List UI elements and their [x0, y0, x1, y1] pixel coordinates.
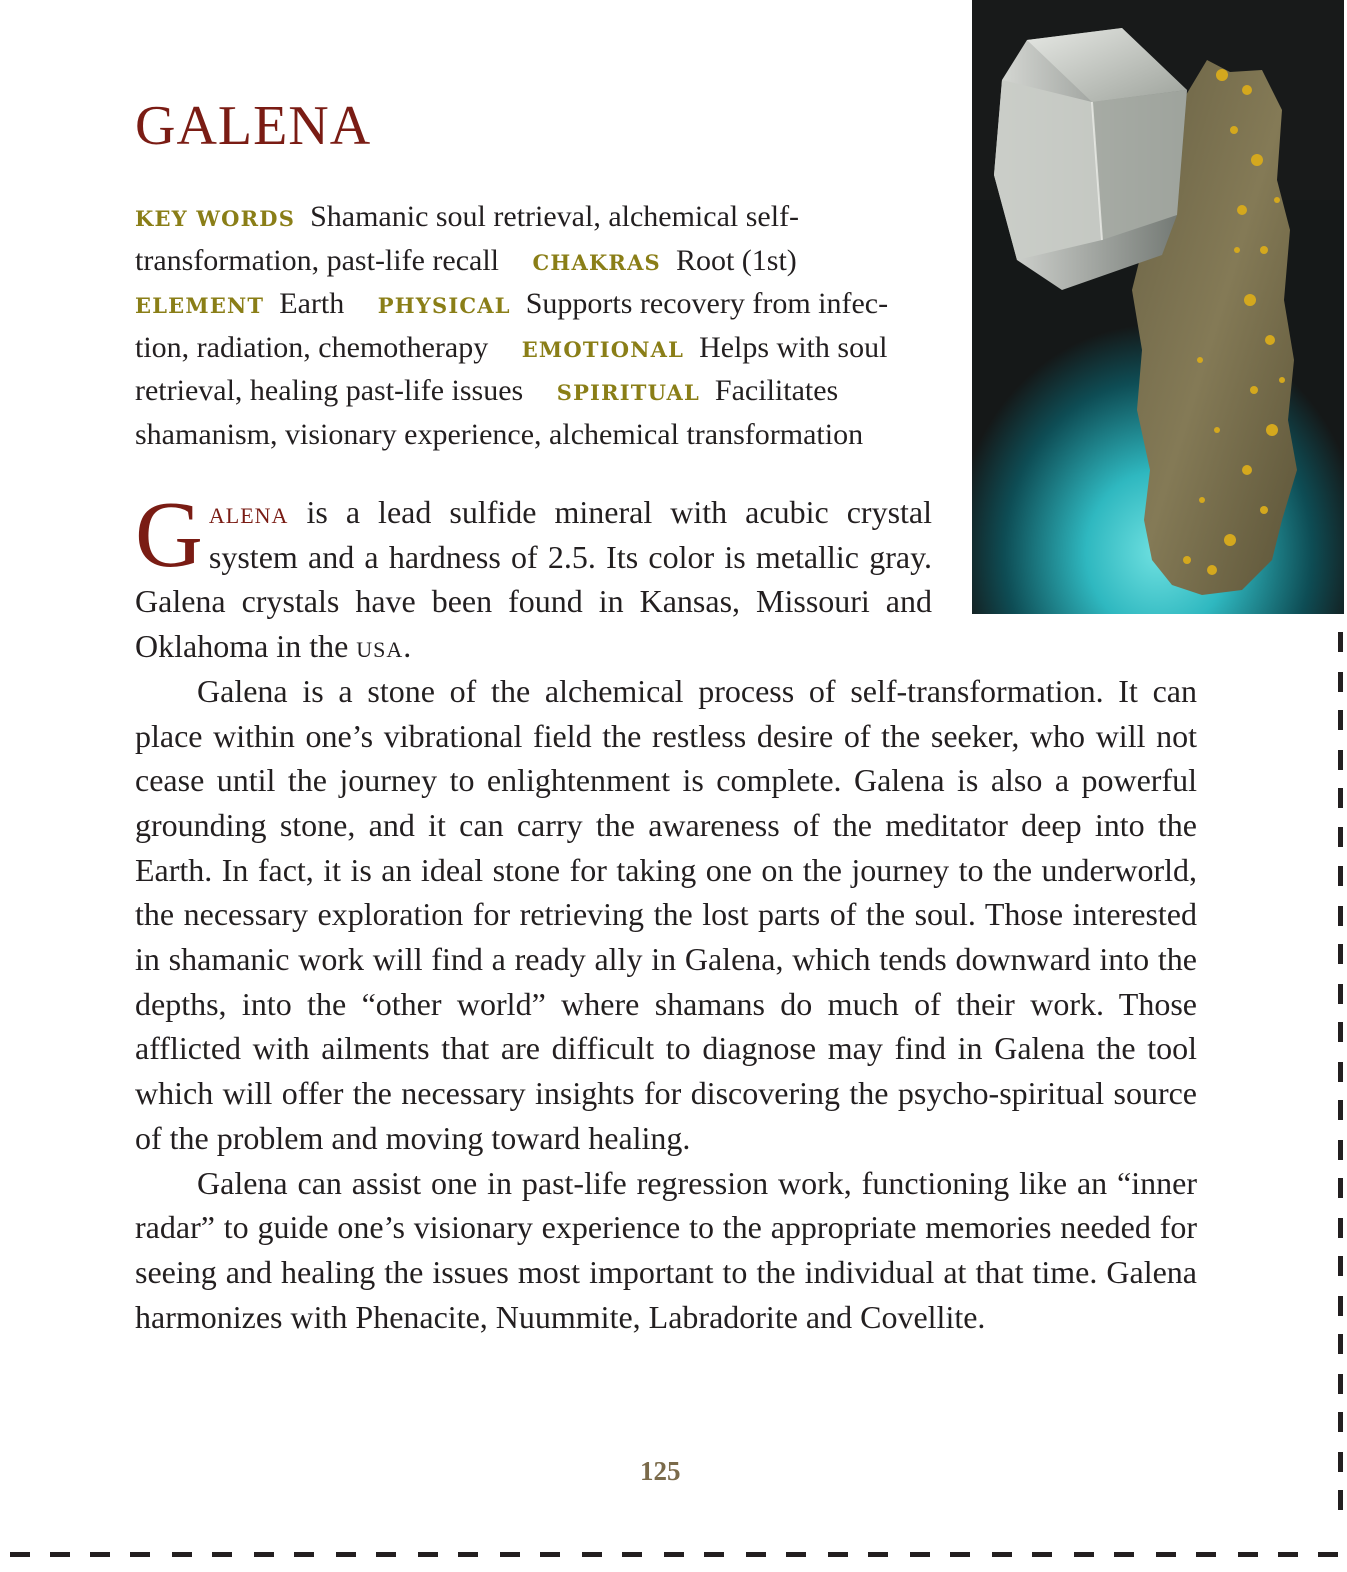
- physical-value-cont: tion, radiation, chemotherapy: [135, 330, 489, 364]
- crop-mark: [1196, 1552, 1216, 1557]
- page-title: GALENA: [135, 95, 372, 157]
- crop-mark: [50, 1552, 70, 1557]
- crop-mark: [376, 1552, 396, 1557]
- crop-mark: [1338, 1022, 1343, 1042]
- crop-mark: [1338, 1178, 1343, 1198]
- crop-mark: [1338, 788, 1343, 808]
- element-label: ELEMENT: [135, 293, 265, 319]
- element-value: Earth: [279, 287, 345, 321]
- crop-mark: [172, 1552, 192, 1557]
- crop-mark: [1338, 1296, 1343, 1316]
- crop-mark: [500, 1552, 520, 1557]
- crop-mark: [1338, 1218, 1343, 1238]
- emotional-value-cont: retrieval, healing past-life issues: [135, 374, 524, 408]
- key-words-value: Shamanic soul retrieval, alchemical self-: [310, 200, 800, 233]
- physical-value: Supports recovery from infec-: [525, 287, 889, 321]
- crop-mark: [910, 1552, 930, 1557]
- crop-mark: [1338, 1100, 1343, 1120]
- page-number: 125: [640, 1456, 681, 1486]
- chakras-value: Root (1st): [675, 243, 797, 277]
- crop-mark: [1278, 1552, 1298, 1557]
- spiritual-value-cont: shamanism, visionary experience, alchemical transformation: [135, 417, 864, 451]
- paragraph-1: [135, 483, 932, 669]
- crop-mark: [704, 1552, 724, 1557]
- crop-mark: [746, 1552, 766, 1557]
- crop-mark: [1338, 1452, 1343, 1472]
- crop-mark: [130, 1552, 150, 1557]
- usa-abbr: usa: [356, 628, 404, 665]
- spiritual-label: SPIRITUAL: [556, 380, 700, 406]
- physical-label: PHYSICAL: [377, 293, 511, 319]
- emotional-value: Helps with soul: [699, 330, 888, 364]
- key-words-label: KEY WORDS: [135, 206, 296, 231]
- crop-mark: [1338, 672, 1343, 692]
- crop-mark: [828, 1552, 848, 1557]
- crop-mark: [1338, 632, 1343, 652]
- paragraph-3: Galena can assist one in past-life regression work, functioning like an “inner radar” to guide one’s visionary experience to the appropriate memories needed for seeing and healing the issues most important to the individual at that time. Galena harmonizes with Phenacite, Nuummite, Labradorite and Covellite.: [135, 1164, 1197, 1335]
- crop-mark: [1338, 750, 1343, 770]
- crop-mark: [418, 1552, 438, 1557]
- crop-mark: [1338, 1412, 1343, 1432]
- crop-mark: [1338, 1490, 1343, 1510]
- crop-mark: [1338, 906, 1343, 926]
- paragraph-2: Galena is a stone of the alchemical process of self-transformation. It can place within one’s vibrational field the restless desire of the seeker, who will not cease until the journey to enlightenment is complete. Galena is also a powerful grounding stone, and it can carry the awareness of the meditator deep into the Earth. In fact, it is an ideal stone for taking one on the journey to the underworld, the necessary exploration for retrieving the lost parts of the soul. Those interested in shamanic work will find a ready ally in Galena, which tends downward into the depths, into the “other world” where shamans do much of their work. Those afflicted with ailments that are difficult to diagnose may find in Galena the tool which will offer the necessary insights for discovering the psycho-spiritual source of the problem and moving toward healing.: [135, 672, 1197, 1156]
- paragraph-1-end: .: [403, 628, 412, 665]
- crop-mark: [212, 1552, 232, 1557]
- crop-mark: [582, 1552, 602, 1557]
- crop-mark: [1338, 1256, 1343, 1276]
- crop-mark: [1338, 1140, 1343, 1160]
- crop-mark: [1338, 984, 1343, 1004]
- crop-mark: [1114, 1552, 1134, 1557]
- crop-mark: [992, 1552, 1012, 1557]
- crop-mark: [294, 1552, 314, 1557]
- emotional-label: EMOTIONAL: [521, 336, 685, 362]
- chakras-label: CHAKRAS: [532, 249, 661, 275]
- crop-mark: [1318, 1552, 1338, 1557]
- crop-mark: [10, 1552, 30, 1557]
- crop-mark: [1338, 1374, 1343, 1394]
- crop-mark: [664, 1552, 684, 1557]
- crop-mark: [458, 1552, 478, 1557]
- crop-mark: [1238, 1552, 1258, 1557]
- crop-mark: [622, 1552, 642, 1557]
- crop-mark: [1338, 1334, 1343, 1354]
- crop-mark: [540, 1552, 560, 1557]
- crop-mark: [254, 1552, 274, 1557]
- crop-mark: [786, 1552, 806, 1557]
- crop-mark: [1338, 1062, 1343, 1082]
- crop-mark: [1032, 1552, 1052, 1557]
- crop-mark: [1074, 1552, 1094, 1557]
- spiritual-value: Facilitates: [714, 374, 839, 408]
- key-words-value-cont: transformation, past-life recall: [135, 243, 500, 277]
- paragraph-1-text: is a lead sulfide mineral with acubic crystal system and a hardness of 2.5. Its color is metallic gray. Galena crystals have been found in Kansas, Missouri and Oklahoma in the: [135, 494, 932, 665]
- crop-mark: [1338, 827, 1343, 847]
- crop-mark: [1338, 866, 1343, 886]
- keywords-block: [135, 196, 935, 456]
- crop-mark: [950, 1552, 970, 1557]
- crop-mark: [1338, 710, 1343, 730]
- article-body: [135, 483, 1197, 1339]
- drop-cap: G: [135, 483, 203, 587]
- crop-mark: [1156, 1552, 1176, 1557]
- crop-mark: [90, 1552, 110, 1557]
- crop-mark: [1338, 944, 1343, 964]
- crop-mark: [336, 1552, 356, 1557]
- crop-mark: [868, 1552, 888, 1557]
- lead-in: alena: [208, 494, 289, 530]
